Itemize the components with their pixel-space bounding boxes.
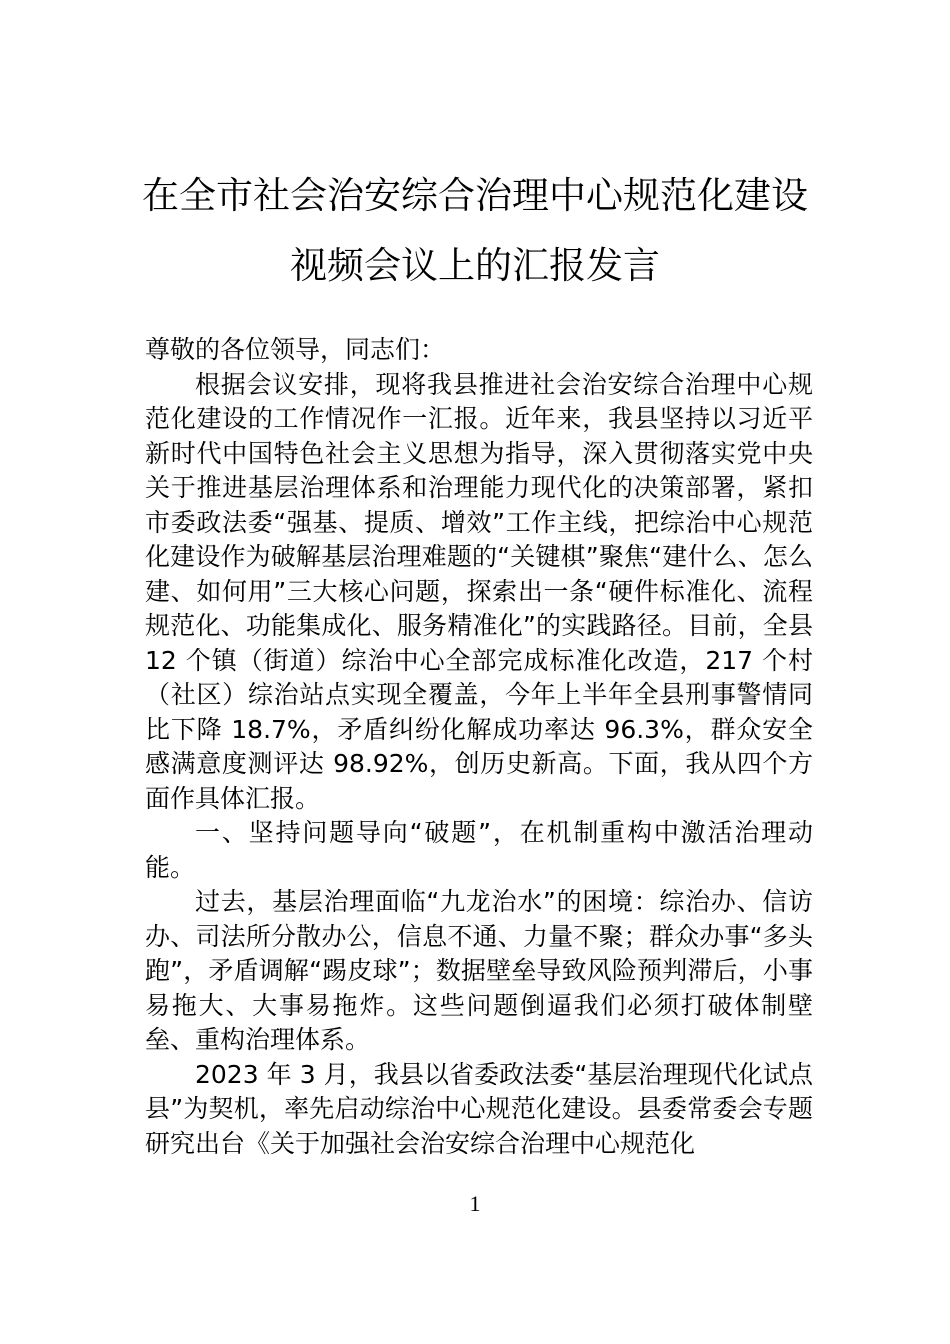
page-number: 1 [469,1191,481,1216]
paragraph-launch: 2023 年 3 月，我县以省委政法委“基层治理现代化试点县”为契机，率先启动综治中心规范化建设。县委常委会专题研究出台《关于加强社会治安综合治理中心规范化 [145,1059,813,1158]
section-heading-1: 一、坚持问题导向“破题”，在机制重构中激活治理动能。 [145,818,813,882]
document-title-line-1: 在全市社会治安综合治理中心规范化建设 [142,174,808,217]
document-body [145,333,813,1161]
paragraph-background: 过去，基层治理面临“九龙治水”的困境：综治办、信访办、司法所分散办公，信息不通、力量不聚；群众办事“多头跑”，矛盾调解“踢皮球”；数据壁垒导致风险预判滞后，小事易拖大、大事易拖炸。这些问题倒逼我们必须打破体制壁垒、重构治理体系。 [145,887,813,1054]
salutation: 尊敬的各位领导，同志们： [145,335,446,364]
paragraph-intro: 根据会议安排，现将我县推进社会治安综合治理中心规范化建设的工作情况作一汇报。近年来，我县坚持以习近平新时代中国特色社会主义思想为指导，深入贯彻落实党中央关于推进基层治理体系和治理能力现代化的决策部署，紧扣市委政法委“强基、提质、增效”工作主线，把综治中心规范化建设作为破解基层治理难题的“关键棋”聚焦“建什么、怎么建、如何用”三大核心问题，探索出一条“硬件标准化、流程规范化、功能集成化、服务精准化”的实践路径。目前，全县 12 个镇（街道）综治中心全部完成标准化改造，217 个村（社区）综治站点实现全覆盖，今年上半年全县刑事警情同比下降 18.7%，矛盾纠纷化解成功率达 96.3%，群众安全感满意度测评达 98.92%，创历史新高。下面，我从四个方面作具体汇报。 [145,369,813,813]
document-title-line-2: 视频会议上的汇报发言 [290,244,660,287]
